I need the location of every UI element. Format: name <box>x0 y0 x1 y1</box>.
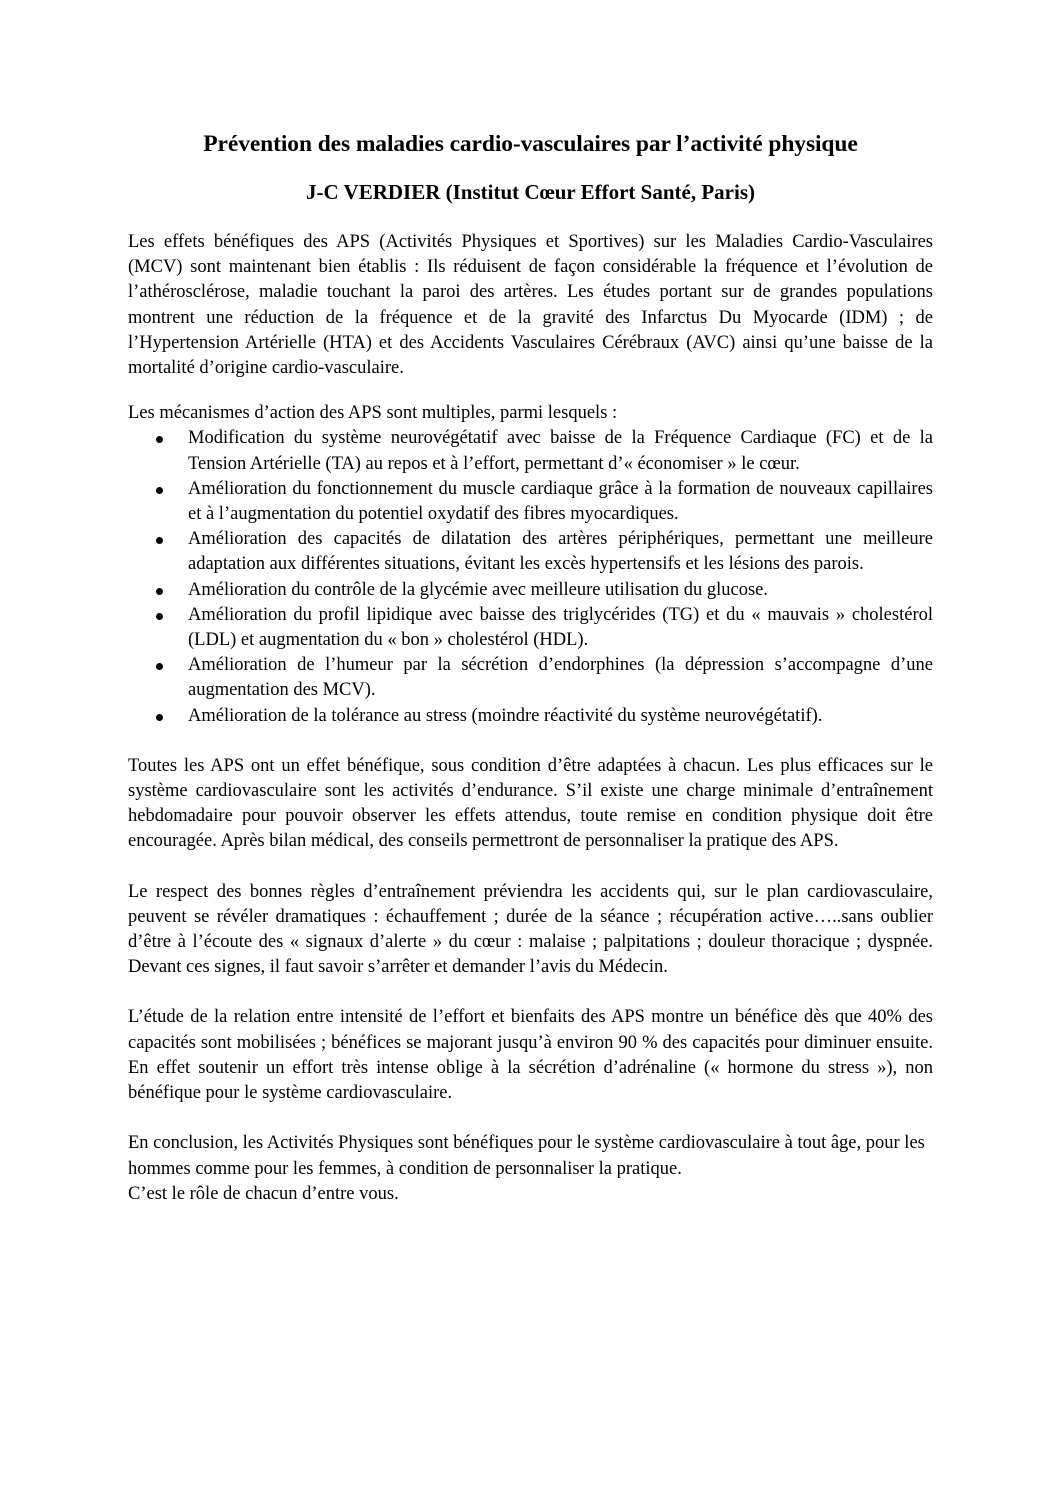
conclusion-paragraph: En conclusion, les Activités Physiques sont bénéfiques pour le système cardiovasculaire à tout âge, pour les hommes comme pour les femmes, à condition de personnaliser la pratique. <box>128 1133 925 1179</box>
list-item-text: Amélioration du contrôle de la glycémie avec meilleure utilisation du glucose. <box>188 579 768 600</box>
document-page <box>128 126 933 1207</box>
bullet-icon <box>156 588 163 595</box>
list-item <box>128 603 933 653</box>
mechanisms-list <box>128 426 933 728</box>
list-item <box>128 578 933 603</box>
intro-paragraph: Les effets bénéfiques des APS (Activités Physiques et Sportives) sur les Maladies Cardio-Vasculaires (MCV) sont maintenant bien établis : Ils réduisent de façon considérable la fréquence et l’évolution de l’athérosclérose, maladie touchant la paroi des artères. Les études portant sur de grandes populations montrent une réduction de la fréquence et de la gravité des Infarctus Du Myocarde (IDM) ; de l’Hypertension Artérielle (HTA) et des Accidents Vasculaires Cérébraux (AVC) ainsi qu’une baisse de la mortalité d’origine cardio-vasculaire. <box>128 232 933 379</box>
bullet-icon <box>156 537 163 544</box>
list-item <box>128 426 933 476</box>
bullet-icon <box>156 714 163 721</box>
body-paragraph: Le respect des bonnes règles d’entraînement préviendra les accidents qui, sur le plan cardiovasculaire, peuvent se révéler dramatiques : échauffement ; durée de la séance ; récupération active…..sans oublier d’être à l’écoute des « signaux d’alerte » du cœur : malaise ; palpitations ; douleur thoracique ; dyspnée. Devant ces signes, il faut savoir s’arrêter et demander l’avis du Médecin. <box>128 881 933 978</box>
list-item <box>128 653 933 703</box>
document-title: Prévention des maladies cardio-vasculaires par l’activité physique <box>203 131 858 157</box>
list-item <box>128 704 933 729</box>
list-item-text: Amélioration des capacités de dilatation des artères périphériques, permettant une meilleure adaptation aux différentes situations, évitant les excès hypertensifs et les lésions des parois. <box>188 529 933 575</box>
bullet-icon <box>156 436 163 443</box>
body-paragraph: Toutes les APS ont un effet bénéfique, sous condition d’être adaptées à chacun. Les plus efficaces sur le système cardiovasculaire sont les activités d’endurance. S’il existe une charge minimale d’entraînement hebdomadaire pour pouvoir observer les effets attendus, toute remise en condition physique doit être encouragée. Après bilan médical, des conseils permettront de personnaliser la pratique des APS. <box>128 755 933 852</box>
list-item-text: Amélioration de la tolérance au stress (moindre réactivité du système neurovégétatif). <box>188 705 823 726</box>
mechanisms-lead: Les mécanismes d’action des APS sont multiples, parmi lesquels : <box>128 403 618 424</box>
closing-line: C’est le rôle de chacun d’entre vous. <box>128 1183 399 1204</box>
document-author: J-C VERDIER (Institut Cœur Effort Santé, Paris) <box>306 180 755 204</box>
bullet-icon <box>156 487 163 494</box>
list-item <box>128 527 933 577</box>
bullet-icon <box>156 613 163 620</box>
list-item-text: Modification du système neurovégétatif avec baisse de la Fréquence Cardiaque (FC) et de la Tension Artérielle (TA) au repos et à l’effort, permettant d’« économiser » le cœur. <box>188 428 933 474</box>
list-item-text: Amélioration du profil lipidique avec baisse des triglycérides (TG) et du « mauvais » cholestérol (LDL) et augmentation du « bon » cholestérol (HDL). <box>188 604 933 651</box>
list-item <box>128 477 933 527</box>
body-paragraph: L’étude de la relation entre intensité de l’effort et bienfaits des APS montre un bénéfice dès que 40% des capacités sont mobilisées ; bénéfices se majorant jusqu’à environ 90 % des capacités pour diminuer ensuite. En effet soutenir un effort très intense oblige à la sécrétion d’adrénaline (« hormone du stress »), non bénéfique pour le système cardiovasculaire. <box>128 1007 933 1104</box>
bullet-icon <box>156 663 163 670</box>
list-item-text: Amélioration du fonctionnement du muscle cardiaque grâce à la formation de nouveaux capillaires et à l’augmentation du potentiel oxydatif des fibres myocardiques. <box>188 478 933 525</box>
list-item-text: Amélioration de l’humeur par la sécrétion d’endorphines (la dépression s’accompagne d’une augmentation des MCV). <box>188 655 933 701</box>
